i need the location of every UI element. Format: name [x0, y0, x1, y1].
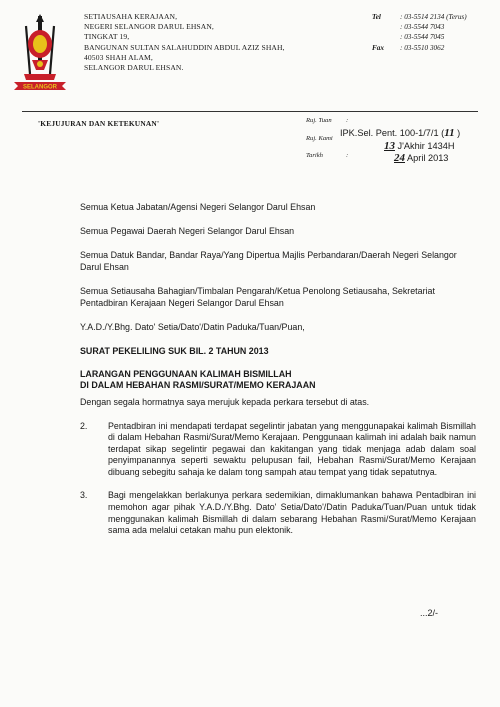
reference-block	[306, 117, 486, 169]
ref-number	[340, 127, 460, 139]
ref-number-end: )	[454, 128, 461, 138]
paragraph-text: Bagi mengelakkan berlakunya perkara sedemikian, dimaklumankan bahawa Pentadbiran ini memohon agar pihak Y.A.D./Y.Bhg. Dato' Setia/Dato'/Datin Paduka/Tuan/Puan untuk tidak menggunakan kalimah Bismillah di dalam sebarang Hebahan Rasmi/Surat/Memo Kerajaan sama ada melalui cetakan mahu pun elektonik.	[108, 490, 476, 536]
contact-row	[372, 43, 496, 53]
contact-label	[372, 32, 400, 42]
address-line: 40503 SHAH ALAM,	[84, 52, 153, 62]
address-line: BANGUNAN SULTAN SALAHUDDIN ABDUL AZIZ SHAH,	[84, 42, 285, 52]
selangor-crest-icon	[20, 14, 60, 84]
ref-kami-label: Ruj. Kami	[306, 135, 333, 142]
contact-row	[372, 22, 496, 32]
page-continuation: ...2/-	[420, 608, 439, 618]
contact-label: Fax	[372, 43, 384, 52]
recipient-line: Semua Ketua Jabatan/Agensi Negeri Selangor Darul Ehsan	[80, 202, 316, 212]
header-divider	[22, 111, 478, 112]
paragraph-text: Pentadbiran ini mendapati terdapat segelintir jabatan yang menggunapakai kalimah Bismillah di dalam Hebahan Rasmi/Surat/Memo Kerajaan. Penggunaan kalimah ini adalah baik namun terdapat sikap segelintir pegawai dan kakitangan yang tidak menjaga adab dalam soal penyimpanannya seperti sewaktu pelupusan fail, Hebahan Rasmi/Surat/Memo Kerajaan dibuang sebegitu sahaja ke dalam tong sampah atau tempat yang tidak sepatutnya.	[108, 420, 476, 477]
subject-line: DI DALAM HEBAHAN RASMI/SURAT/MEMO KERAJAAN	[80, 380, 316, 391]
contact-value: : 03-5544 7043	[400, 23, 445, 32]
date-text: April 2013	[405, 153, 449, 163]
ref-row-tarikh	[306, 152, 486, 169]
letter-body	[80, 202, 476, 549]
date-day-handwritten: 24	[394, 152, 405, 164]
ref-number-handwritten: 11	[444, 127, 455, 139]
hijri-date-text: J'Akhir 1434H	[395, 141, 455, 151]
paragraph	[80, 490, 476, 536]
contact-value: : 03-5510 3062	[400, 43, 445, 52]
contact-label: Tel	[372, 13, 381, 21]
opening-paragraph: Dengan segala hormatnya saya merujuk kepada perkara tersebut di atas.	[80, 396, 370, 407]
address-line: NEGERI SELANGOR DARUL EHSAN,	[84, 22, 214, 32]
recipient-line: Semua Setiausaha Bahagian/Timbalan Pengarah/Ketua Penolong Setiausaha, Sekretariat Pentadbiran Kerajaan Negeri Selangor Darul Ehsan	[80, 286, 435, 308]
subject-line: LARANGAN PENGGUNAAN KALIMAH BISMILLAH	[80, 368, 292, 379]
contact-block	[372, 12, 496, 53]
address-line: SELANGOR DARUL EHSAN.	[84, 63, 184, 73]
contact-value: : 03-5514 2134 (Terus)	[400, 13, 467, 21]
hijri-day-handwritten: 13	[384, 140, 395, 152]
contact-value: : 03-5544 7045	[400, 33, 445, 42]
contact-label	[372, 22, 400, 32]
contact-row	[372, 12, 496, 22]
ref-colon: :	[346, 152, 349, 159]
salutation: Y.A.D./Y.Bhg. Dato' Setia/Dato'/Datin Paduka/Tuan/Puan,	[80, 321, 305, 332]
ref-tarikh-label: Tarikh	[306, 152, 323, 159]
recipient-line: Semua Datuk Bandar, Bandar Raya/Yang Dipertua Majlis Perbandaran/Daerah Negeri Selangor Darul Ehsan	[80, 250, 457, 272]
letter-date	[394, 152, 448, 164]
ref-colon: :	[346, 117, 349, 124]
crest-banner	[14, 80, 66, 92]
paragraph-number: 3.	[80, 490, 88, 501]
contact-row	[372, 32, 496, 42]
circular-title: SURAT PEKELILING SUK BIL. 2 TAHUN 2013	[80, 346, 269, 357]
subject-heading	[80, 369, 476, 392]
address-line: SETIAUSAHA KERAJAAN,	[84, 12, 178, 21]
motto: 'KEJUJURAN DAN KETEKUNAN'	[38, 119, 160, 128]
ref-tuan-label: Ruj. Tuan	[306, 117, 332, 124]
sender-address	[84, 12, 304, 73]
paragraph-number: 2.	[80, 420, 88, 431]
hijri-date	[384, 140, 454, 152]
crest-banner-text: SELANGOR	[22, 84, 58, 91]
ref-number-text: IPK.Sel. Pent. 100-1/7/1 (	[340, 128, 445, 138]
address-line: TINGKAT 19,	[84, 32, 130, 42]
recipient-line: Semua Pegawai Daerah Negeri Selangor Darul Ehsan	[80, 226, 295, 237]
paragraph	[80, 421, 476, 479]
